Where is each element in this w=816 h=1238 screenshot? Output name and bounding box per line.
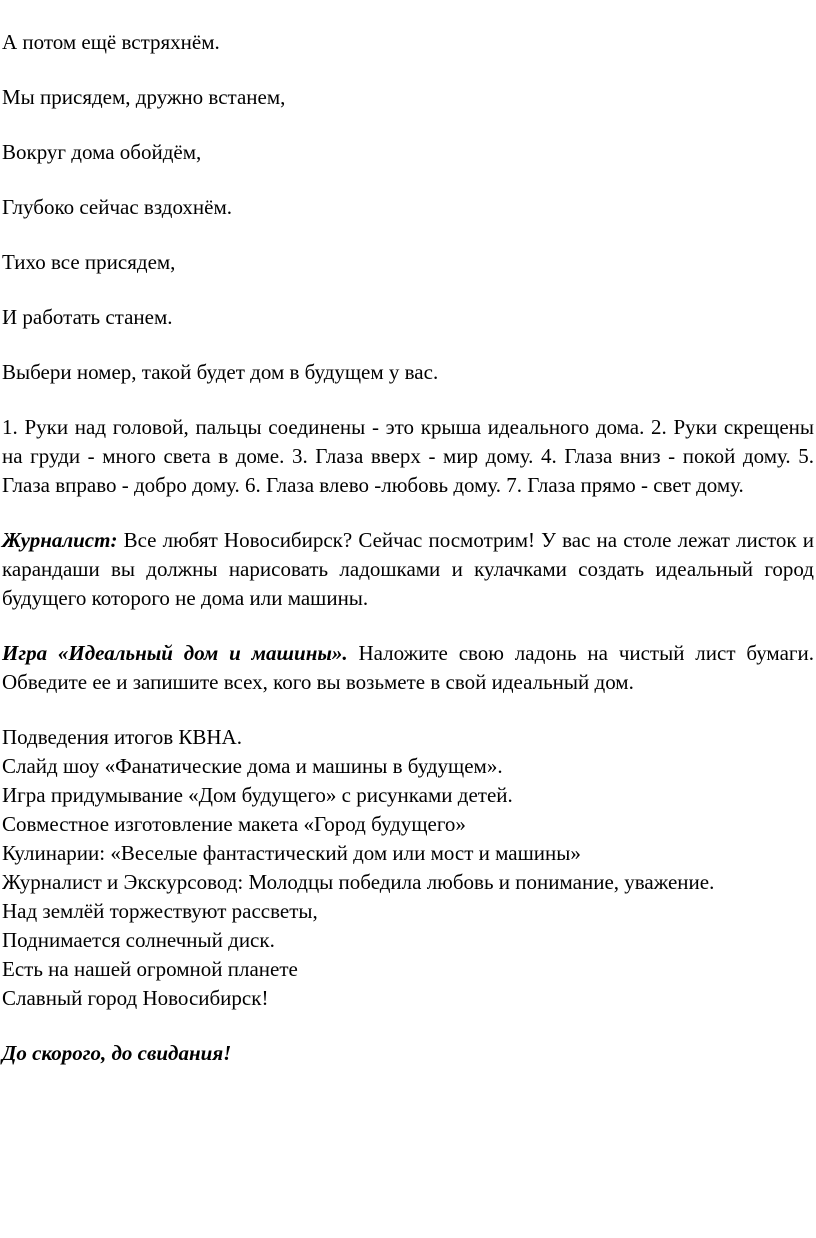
summary-line: Славный город Новосибирск! — [2, 986, 269, 1010]
poem-line: Глубоко сейчас вздохнём. — [2, 195, 233, 219]
game-paragraph — [2, 639, 814, 697]
summary-line: Игра придумывание «Дом будущего» с рисунками детей. — [2, 783, 513, 807]
journalist-paragraph — [2, 526, 814, 613]
poem-line: Вокруг дома обойдём, — [2, 140, 202, 164]
summary-line: Совместное изготовление макета «Город будущего» — [2, 812, 466, 836]
summary-line: Есть на нашей огромной планете — [2, 957, 298, 981]
numbered-instructions-paragraph: 1. Руки над головой, пальцы соединены - это крыша идеального дома. 2. Руки скрещены на груди - много света в доме. 3. Глаза вверх - мир дому. 4. Глаза вниз - покой дому. 5. Глаза вправо - добро дому. 6. Глаза влево -любовь дому. 7. Глаза прямо - свет дому. — [2, 415, 814, 497]
summary-line: Подведения итогов КВНА. — [2, 725, 242, 749]
poem-line: Мы присядем, дружно встанем, — [2, 85, 286, 109]
summary-line: Кулинарии: «Веселые фантастический дом или мост и машины» — [2, 841, 581, 865]
choose-number-paragraph: Выбери номер, такой будет дом в будущем у вас. — [2, 360, 439, 384]
summary-line: Над землёй торжествуют рассветы, — [2, 899, 318, 923]
summary-line: Журналист и Экскурсовод: Молодцы победила любовь и понимание, уважение. — [2, 870, 715, 894]
game-text: Наложите свою ладонь на чистый лист бумаги. Обведите ее и запишите всех, кого вы возьмете в свой идеальный дом. — [2, 641, 814, 694]
summary-block — [2, 723, 814, 1013]
farewell-line: До скорого, до свидания! — [2, 1041, 232, 1065]
poem-line: Тихо все присядем, — [2, 250, 176, 274]
summary-line: Слайд шоу «Фанатические дома и машины в будущем». — [2, 754, 503, 778]
journalist-label: Журналист: — [2, 528, 118, 552]
poem-line: А потом ещё встряхнём. — [2, 30, 220, 54]
summary-line: Поднимается солнечный диск. — [2, 928, 275, 952]
poem-line: И работать станем. — [2, 305, 173, 329]
journalist-text: Все любят Новосибирск? Сейчас посмотрим! У вас на столе лежат листок и карандаши вы должны нарисовать ладошками и кулачками создать идеальный город будущего которого не дома или машины. — [2, 528, 814, 610]
document-body — [2, 28, 814, 1068]
game-label: Игра «Идеальный дом и машины». — [2, 641, 348, 665]
